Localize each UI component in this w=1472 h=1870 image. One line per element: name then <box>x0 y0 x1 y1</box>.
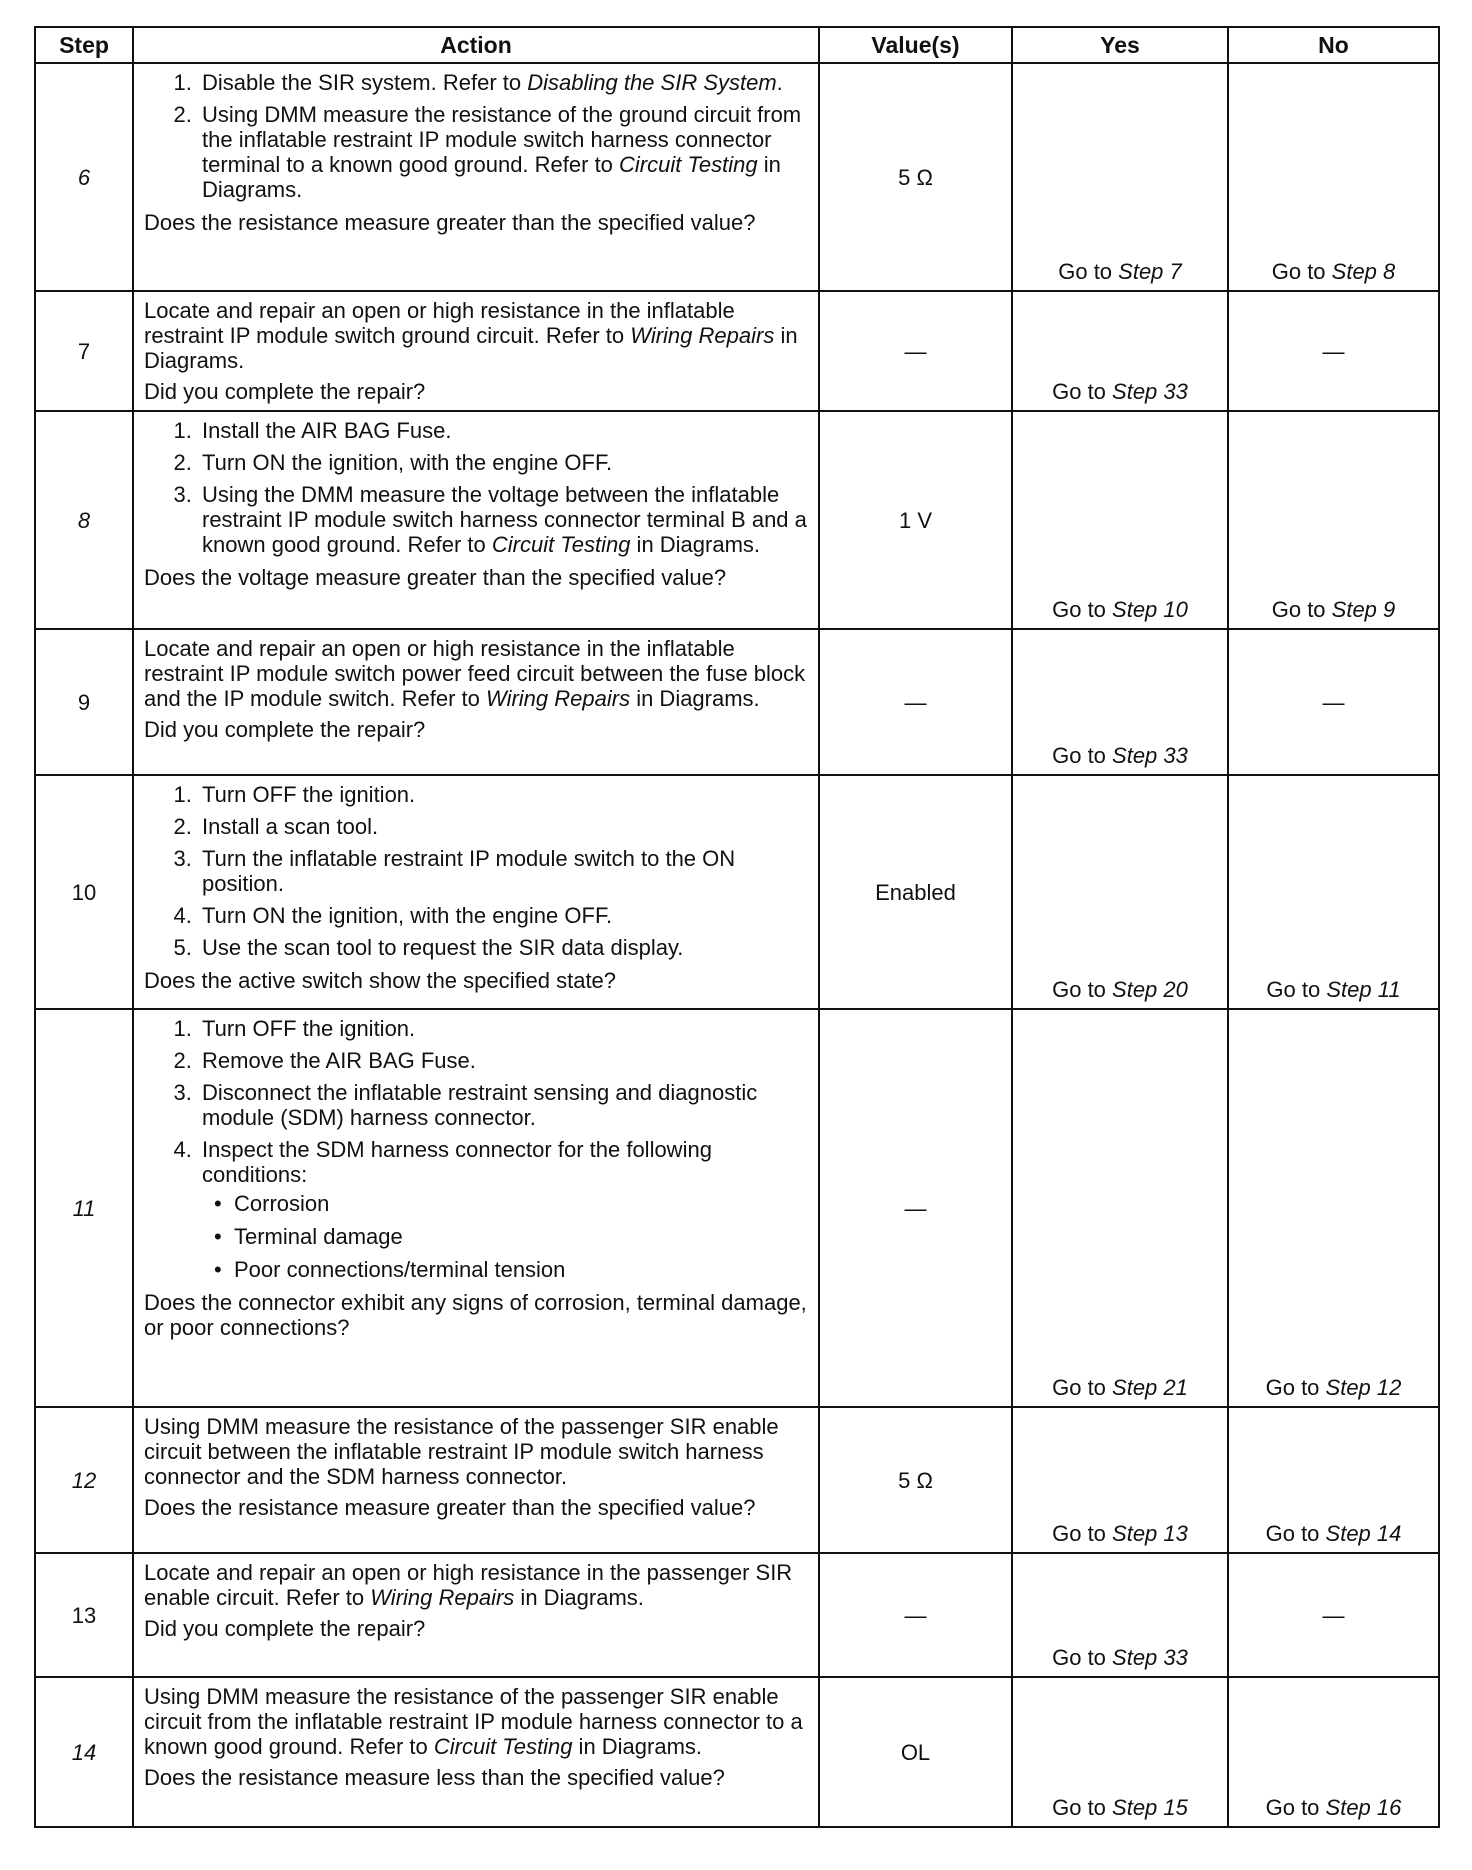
action-question: Did you complete the repair? <box>144 1616 426 1641</box>
action-step: 2. Turn ON the ignition, with the engine OFF. <box>198 450 810 475</box>
action-cell <box>133 1677 819 1827</box>
action-cell <box>133 1009 819 1407</box>
value-cell: 5 Ω <box>819 63 1012 291</box>
header-yes: Yes <box>1012 27 1228 63</box>
action-question: Does the voltage measure greater than the specified value? <box>144 565 727 590</box>
table-row <box>35 1009 1439 1407</box>
action-steps <box>144 70 810 202</box>
action-question: Did you complete the repair? <box>144 717 426 742</box>
action-step: 3. Disconnect the inflatable restraint sensing and diagnostic module (SDM) harness connector. <box>198 1080 810 1130</box>
action-step: 1. Install the AIR BAG Fuse. <box>198 418 810 443</box>
action-question: Does the active switch show the specified state? <box>144 968 617 993</box>
action-steps <box>144 782 810 960</box>
step-number: 6 <box>35 63 133 291</box>
action-step: 1. Turn OFF the ignition. <box>198 1016 810 1041</box>
table-row <box>35 63 1439 291</box>
yes-cell: Go to Step 21 <box>1012 1009 1228 1407</box>
yes-cell: Go to Step 10 <box>1012 411 1228 629</box>
no-cell: Go to Step 11 <box>1228 775 1439 1009</box>
yes-cell: Go to Step 15 <box>1012 1677 1228 1827</box>
yes-cell: Go to Step 33 <box>1012 1553 1228 1677</box>
step-number: 13 <box>35 1553 133 1677</box>
table-row <box>35 291 1439 411</box>
value-cell: 1 V <box>819 411 1012 629</box>
table-row <box>35 775 1439 1009</box>
condition-list <box>202 1191 810 1282</box>
action-cell <box>133 629 819 775</box>
value-cell: Enabled <box>819 775 1012 1009</box>
condition-item: • Poor connections/terminal tension <box>214 1257 810 1282</box>
no-cell: Go to Step 16 <box>1228 1677 1439 1827</box>
diagnostic-table <box>34 26 1440 1828</box>
table-row <box>35 411 1439 629</box>
header-row <box>35 27 1439 63</box>
action-text: Locate and repair an open or high resistance in the inflatable restraint IP module switch ground circuit. Refer to Wiring Repairs in Diagrams. <box>144 298 798 373</box>
action-step: 2. Remove the AIR BAG Fuse. <box>198 1048 810 1073</box>
action-cell <box>133 291 819 411</box>
action-text: Locate and repair an open or high resistance in the inflatable restraint IP module switch power feed circuit between the fuse block and the IP module switch. Refer to Wiring Repairs in Diagrams. <box>144 636 806 711</box>
yes-cell: Go to Step 20 <box>1012 775 1228 1009</box>
action-step: 2. Install a scan tool. <box>198 814 810 839</box>
no-cell: Go to Step 8 <box>1228 63 1439 291</box>
header-no: No <box>1228 27 1439 63</box>
header-values: Value(s) <box>819 27 1012 63</box>
condition-item: • Corrosion <box>214 1191 810 1216</box>
value-cell: OL <box>819 1677 1012 1827</box>
table-row <box>35 1407 1439 1553</box>
no-cell: Go to Step 12 <box>1228 1009 1439 1407</box>
action-step: 5. Use the scan tool to request the SIR data display. <box>198 935 810 960</box>
action-step: 1. Turn OFF the ignition. <box>198 782 810 807</box>
step-number: 11 <box>35 1009 133 1407</box>
condition-item: • Terminal damage <box>214 1224 810 1249</box>
action-step: 2. Using DMM measure the resistance of the ground circuit from the inflatable restraint IP module switch harness connector terminal to a known good ground. Refer to Circuit Testing in Diagrams. <box>198 102 810 202</box>
value-cell: — <box>819 629 1012 775</box>
yes-cell: Go to Step 13 <box>1012 1407 1228 1553</box>
action-cell <box>133 1553 819 1677</box>
action-question: Does the resistance measure greater than the specified value? <box>144 210 756 235</box>
no-cell: Go to Step 14 <box>1228 1407 1439 1553</box>
step-number: 8 <box>35 411 133 629</box>
action-step: 4. Inspect the SDM harness connector for the following conditions: • Corrosion • Terminal damage • Poor connections/terminal tension <box>198 1137 810 1282</box>
step-number: 7 <box>35 291 133 411</box>
yes-cell: Go to Step 33 <box>1012 291 1228 411</box>
action-step: 4. Turn ON the ignition, with the engine OFF. <box>198 903 810 928</box>
step-number: 10 <box>35 775 133 1009</box>
step-number: 9 <box>35 629 133 775</box>
action-question: Did you complete the repair? <box>144 379 426 404</box>
value-cell: — <box>819 291 1012 411</box>
action-text: Using DMM measure the resistance of the passenger SIR enable circuit from the inflatable restraint IP module harness connector to a known good ground. Refer to Circuit Testing in Diagrams. <box>144 1684 803 1759</box>
step-number: 12 <box>35 1407 133 1553</box>
yes-cell: Go to Step 33 <box>1012 629 1228 775</box>
action-cell <box>133 775 819 1009</box>
value-cell: — <box>819 1009 1012 1407</box>
action-step: 3. Turn the inflatable restraint IP module switch to the ON position. <box>198 846 810 896</box>
table-row <box>35 1677 1439 1827</box>
action-question: Does the connector exhibit any signs of corrosion, terminal damage, or poor connections? <box>144 1290 807 1340</box>
step-number: 14 <box>35 1677 133 1827</box>
action-question: Does the resistance measure less than the specified value? <box>144 1765 725 1790</box>
no-cell: Go to Step 9 <box>1228 411 1439 629</box>
action-cell <box>133 411 819 629</box>
action-steps <box>144 1016 810 1282</box>
action-text: Using DMM measure the resistance of the passenger SIR enable circuit between the inflatable restraint IP module switch harness connector and the SDM harness connector. <box>144 1414 779 1489</box>
action-step: 3. Using the DMM measure the voltage between the inflatable restraint IP module switch harness connector terminal B and a known good ground. Refer to Circuit Testing in Diagrams. <box>198 482 810 557</box>
action-steps <box>144 418 810 557</box>
value-cell: — <box>819 1553 1012 1677</box>
table-row <box>35 629 1439 775</box>
action-question: Does the resistance measure greater than the specified value? <box>144 1495 756 1520</box>
no-cell: — <box>1228 1553 1439 1677</box>
header-step: Step <box>35 27 133 63</box>
action-cell <box>133 1407 819 1553</box>
table-row <box>35 1553 1439 1677</box>
value-cell: 5 Ω <box>819 1407 1012 1553</box>
yes-cell: Go to Step 7 <box>1012 63 1228 291</box>
no-cell: — <box>1228 291 1439 411</box>
action-text: Locate and repair an open or high resistance in the passenger SIR enable circuit. Refer to Wiring Repairs in Diagrams. <box>144 1560 793 1610</box>
action-step: 1. Disable the SIR system. Refer to Disabling the SIR System. <box>198 70 810 95</box>
header-action: Action <box>133 27 819 63</box>
no-cell: — <box>1228 629 1439 775</box>
action-cell <box>133 63 819 291</box>
